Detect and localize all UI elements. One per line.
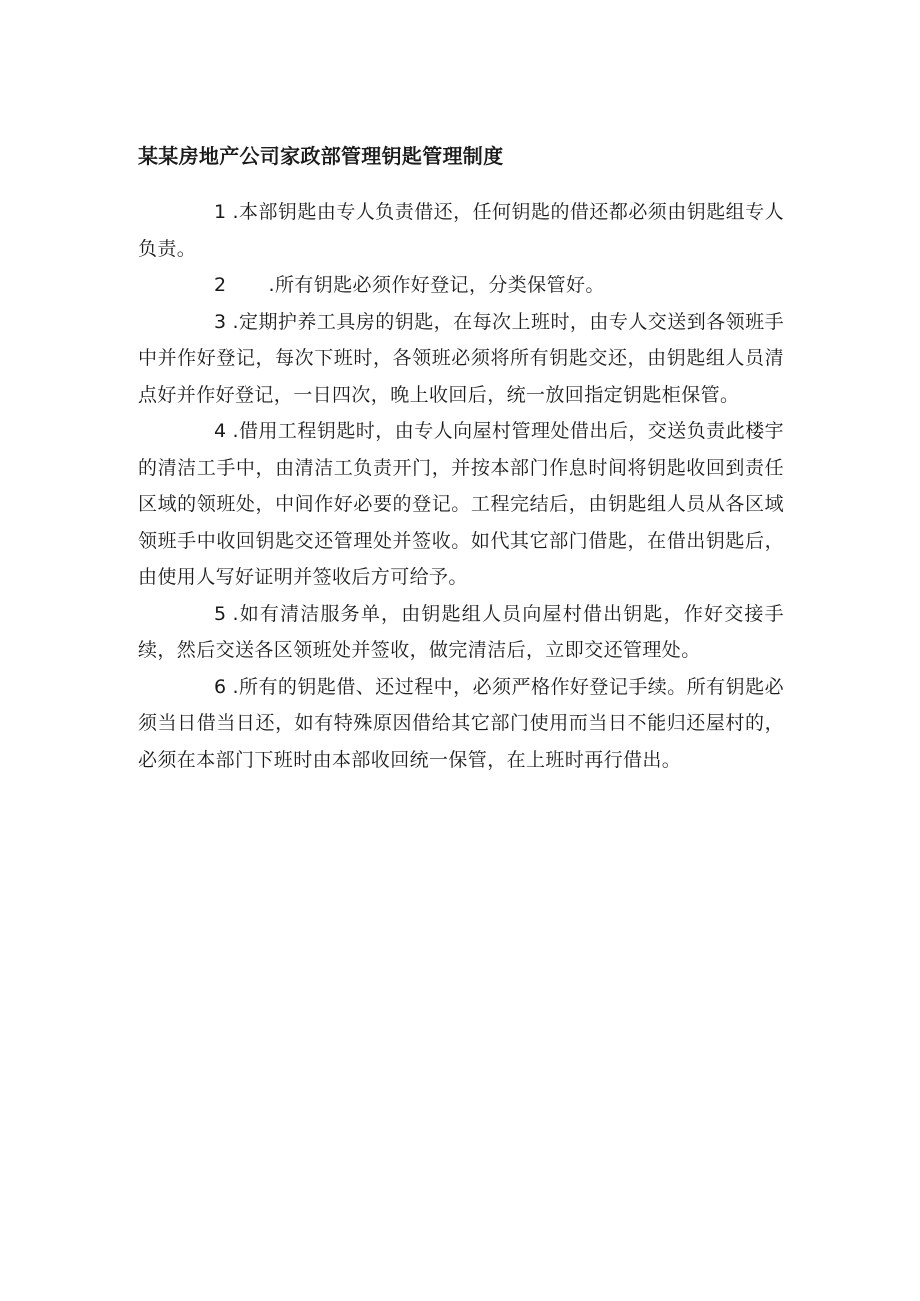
clause-text: .定期护养工具房的钥匙，在每次上班时，由专人交送到各领班手中并作好登记，每次下班时，各领班必须将所有钥匙交还，由钥匙组人员清点好并作好登记，一日四次，晚上收回后，统一放回指定钥匙柜保管。: [138, 310, 784, 406]
clause-number: 1: [214, 201, 227, 223]
clause-4: [138, 413, 784, 596]
clause-text: .本部钥匙由专人负责借还，任何钥匙的借还都必须由钥匙组专人负责。: [138, 201, 784, 260]
clause-text: .借用工程钥匙时，由专人向屋村管理处借出后，交送负责此楼宇的清洁工手中，由清洁工负责开门，并按本部门作息时间将钥匙收回到责任区域的领班处，中间作好必要的登记。工程完结后，由钥匙组人员从各区域领班手中收回钥匙交还管理处并签收。如代其它部门借匙，在借出钥匙后，由使用人写好证明并签收后方可给予。: [138, 420, 784, 588]
clause-text: .所有的钥匙借、还过程中，必须严格作好登记手续。所有钥匙必须当日借当日还，如有特殊原因借给其它部门使用而当日不能归还屋村的，必须在本部门下班时由本部收回统一保管，在上班时再行借出。: [138, 675, 784, 771]
clause-number: 4: [214, 420, 227, 442]
clause-6: [138, 669, 784, 779]
clause-2: [138, 267, 784, 304]
clause-5: [138, 596, 784, 669]
clause-text: .如有清洁服务单，由钥匙组人员向屋村借出钥匙，作好交接手续，然后交送各区领班处并签收，做完清洁后，立即交还管理处。: [138, 602, 784, 661]
clause-number: 5: [214, 602, 227, 625]
clause-number: 6: [214, 675, 227, 698]
document-body: [138, 194, 784, 778]
clause-3: [138, 304, 784, 414]
document-title: 某某房地产公司家政部管理钥匙管理制度: [138, 144, 504, 168]
clause-1: [138, 194, 784, 267]
clause-text: .所有钥匙必须作好登记，分类保管好。: [268, 274, 605, 296]
clause-number: 3: [214, 310, 227, 333]
clause-number: 2: [214, 274, 227, 296]
